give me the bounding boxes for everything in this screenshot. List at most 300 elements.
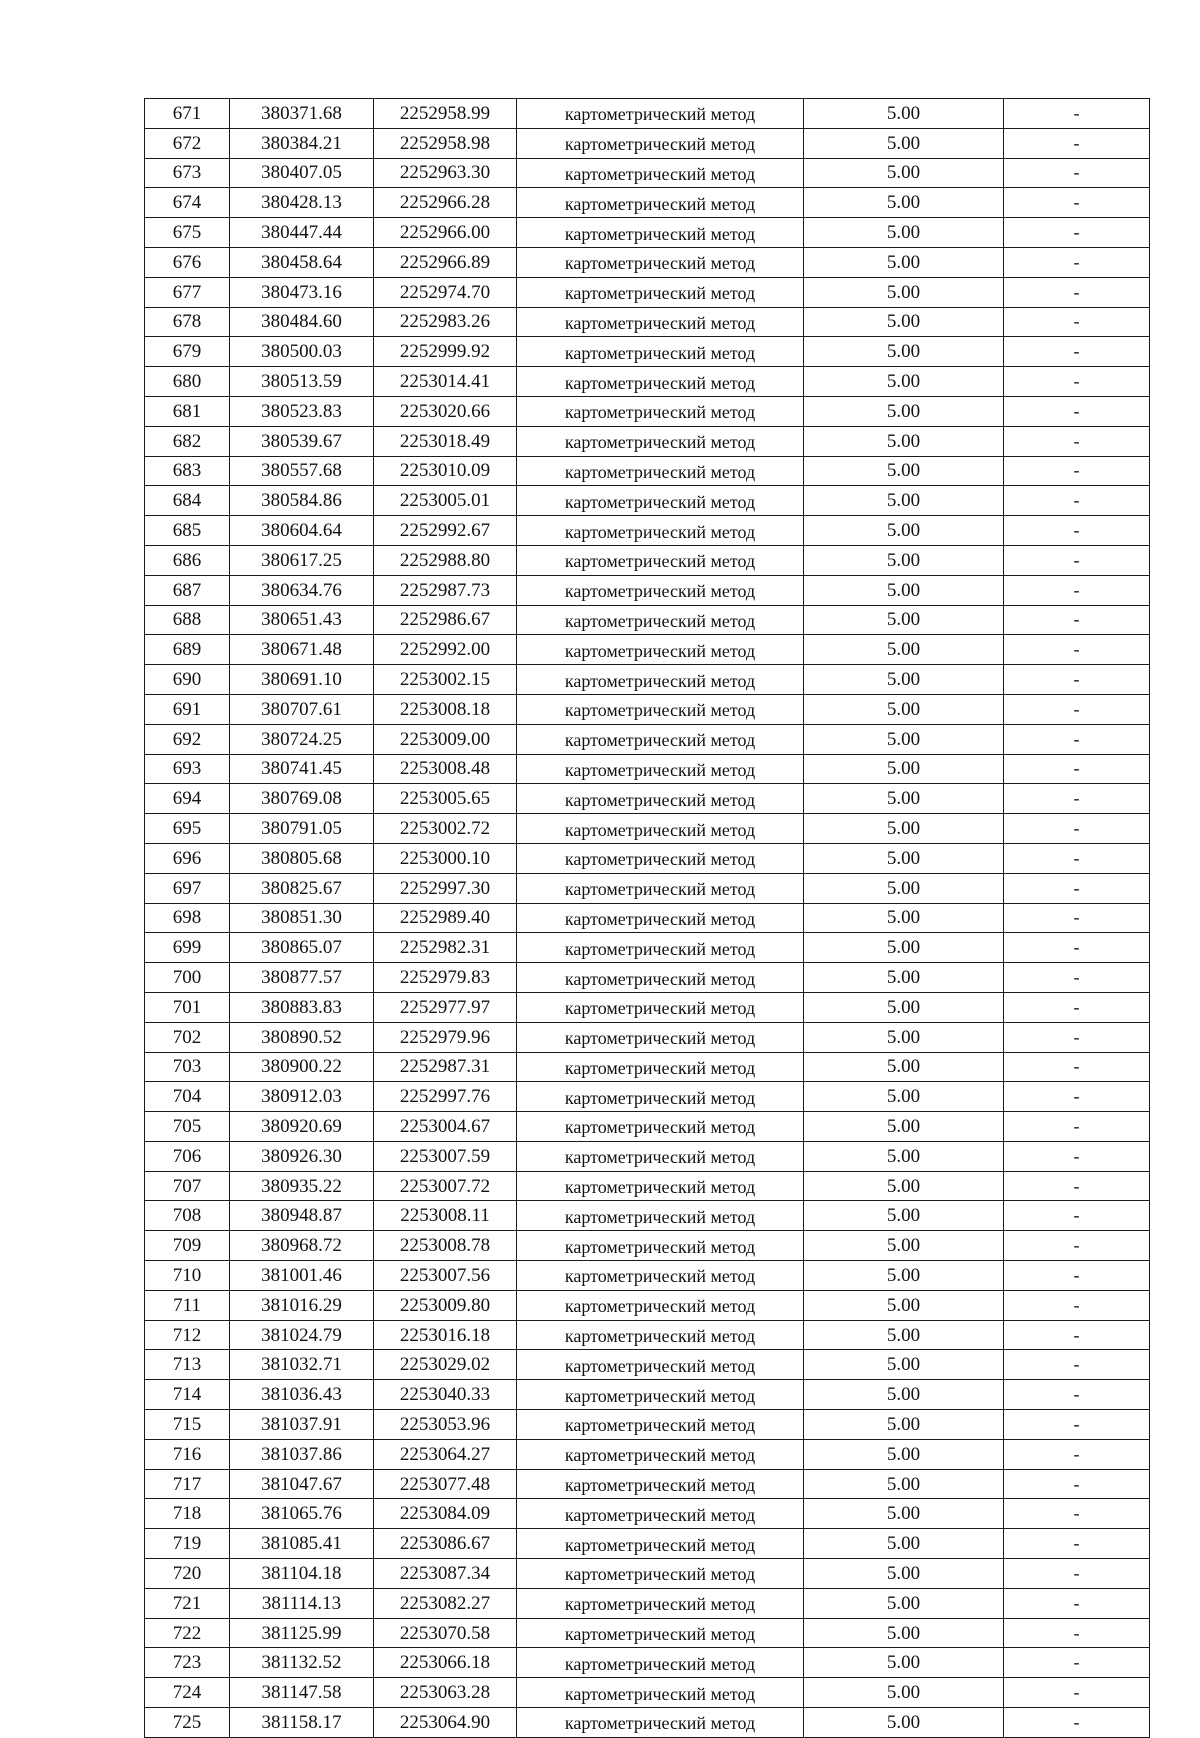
accuracy-cell: 5.00	[804, 1350, 1004, 1380]
y-coordinate-cell: 2253018.49	[374, 426, 517, 456]
x-coordinate-cell: 380500.03	[230, 337, 374, 367]
y-coordinate-cell: 2253016.18	[374, 1320, 517, 1350]
note-cell: -	[1004, 575, 1150, 605]
method-cell: картометрический метод	[517, 128, 804, 158]
table-row	[145, 426, 1150, 456]
point-number-cell: 719	[145, 1529, 230, 1559]
y-coordinate-cell: 2253053.96	[374, 1410, 517, 1440]
table-row	[145, 933, 1150, 963]
x-coordinate-cell: 380851.30	[230, 903, 374, 933]
y-coordinate-cell: 2252997.76	[374, 1082, 517, 1112]
table-row	[145, 1559, 1150, 1589]
accuracy-cell: 5.00	[804, 694, 1004, 724]
note-cell: -	[1004, 1171, 1150, 1201]
note-cell: -	[1004, 784, 1150, 814]
point-number-cell: 703	[145, 1052, 230, 1082]
accuracy-cell: 5.00	[804, 545, 1004, 575]
table-row	[145, 873, 1150, 903]
y-coordinate-cell: 2252983.26	[374, 307, 517, 337]
note-cell: -	[1004, 1201, 1150, 1231]
y-coordinate-cell: 2253007.59	[374, 1141, 517, 1171]
x-coordinate-cell: 380724.25	[230, 724, 374, 754]
x-coordinate-cell: 380539.67	[230, 426, 374, 456]
point-number-cell: 696	[145, 843, 230, 873]
method-cell: картометрический метод	[517, 1171, 804, 1201]
coordinates-table-body	[145, 99, 1150, 1738]
y-coordinate-cell: 2252958.98	[374, 128, 517, 158]
note-cell: -	[1004, 396, 1150, 426]
accuracy-cell: 5.00	[804, 1112, 1004, 1142]
method-cell: картометрический метод	[517, 575, 804, 605]
table-row	[145, 1171, 1150, 1201]
y-coordinate-cell: 2253008.78	[374, 1231, 517, 1261]
table-row	[145, 843, 1150, 873]
x-coordinate-cell: 380691.10	[230, 665, 374, 695]
x-coordinate-cell: 380968.72	[230, 1231, 374, 1261]
x-coordinate-cell: 380473.16	[230, 277, 374, 307]
accuracy-cell: 5.00	[804, 218, 1004, 248]
note-cell: -	[1004, 903, 1150, 933]
point-number-cell: 685	[145, 516, 230, 546]
table-row	[145, 307, 1150, 337]
point-number-cell: 692	[145, 724, 230, 754]
method-cell: картометрический метод	[517, 426, 804, 456]
point-number-cell: 713	[145, 1350, 230, 1380]
x-coordinate-cell: 380791.05	[230, 814, 374, 844]
point-number-cell: 686	[145, 545, 230, 575]
accuracy-cell: 5.00	[804, 724, 1004, 754]
x-coordinate-cell: 380926.30	[230, 1141, 374, 1171]
accuracy-cell: 5.00	[804, 1261, 1004, 1291]
y-coordinate-cell: 2253000.10	[374, 843, 517, 873]
point-number-cell: 722	[145, 1618, 230, 1648]
accuracy-cell: 5.00	[804, 158, 1004, 188]
accuracy-cell: 5.00	[804, 1320, 1004, 1350]
table-row	[145, 1380, 1150, 1410]
note-cell: -	[1004, 486, 1150, 516]
point-number-cell: 723	[145, 1648, 230, 1678]
point-number-cell: 717	[145, 1469, 230, 1499]
table-row	[145, 99, 1150, 129]
table-row	[145, 337, 1150, 367]
table-row	[145, 1261, 1150, 1291]
accuracy-cell: 5.00	[804, 426, 1004, 456]
method-cell: картометрический метод	[517, 1499, 804, 1529]
point-number-cell: 707	[145, 1171, 230, 1201]
accuracy-cell: 5.00	[804, 1678, 1004, 1708]
table-row	[145, 158, 1150, 188]
table-row	[145, 1678, 1150, 1708]
table-row	[145, 754, 1150, 784]
method-cell: картометрический метод	[517, 1559, 804, 1589]
method-cell: картометрический метод	[517, 188, 804, 218]
method-cell: картометрический метод	[517, 1529, 804, 1559]
x-coordinate-cell: 380634.76	[230, 575, 374, 605]
table-row	[145, 1469, 1150, 1499]
point-number-cell: 721	[145, 1588, 230, 1618]
x-coordinate-cell: 380865.07	[230, 933, 374, 963]
note-cell: -	[1004, 1380, 1150, 1410]
method-cell: картометрический метод	[517, 903, 804, 933]
point-number-cell: 701	[145, 992, 230, 1022]
table-row	[145, 814, 1150, 844]
method-cell: картометрический метод	[517, 1112, 804, 1142]
note-cell: -	[1004, 1618, 1150, 1648]
point-number-cell: 673	[145, 158, 230, 188]
accuracy-cell: 5.00	[804, 1439, 1004, 1469]
y-coordinate-cell: 2252963.30	[374, 158, 517, 188]
note-cell: -	[1004, 545, 1150, 575]
note-cell: -	[1004, 1022, 1150, 1052]
note-cell: -	[1004, 1588, 1150, 1618]
table-row	[145, 218, 1150, 248]
note-cell: -	[1004, 1261, 1150, 1291]
y-coordinate-cell: 2252986.67	[374, 605, 517, 635]
method-cell: картометрический метод	[517, 1052, 804, 1082]
point-number-cell: 690	[145, 665, 230, 695]
y-coordinate-cell: 2253009.00	[374, 724, 517, 754]
y-coordinate-cell: 2253084.09	[374, 1499, 517, 1529]
note-cell: -	[1004, 1350, 1150, 1380]
x-coordinate-cell: 380935.22	[230, 1171, 374, 1201]
accuracy-cell: 5.00	[804, 1588, 1004, 1618]
method-cell: картометрический метод	[517, 337, 804, 367]
x-coordinate-cell: 381037.91	[230, 1410, 374, 1440]
x-coordinate-cell: 381085.41	[230, 1529, 374, 1559]
y-coordinate-cell: 2253029.02	[374, 1350, 517, 1380]
method-cell: картометрический метод	[517, 1588, 804, 1618]
point-number-cell: 679	[145, 337, 230, 367]
point-number-cell: 684	[145, 486, 230, 516]
y-coordinate-cell: 2252974.70	[374, 277, 517, 307]
method-cell: картометрический метод	[517, 754, 804, 784]
table-row	[145, 1320, 1150, 1350]
note-cell: -	[1004, 337, 1150, 367]
method-cell: картометрический метод	[517, 635, 804, 665]
table-row	[145, 1231, 1150, 1261]
y-coordinate-cell: 2253002.72	[374, 814, 517, 844]
table-row	[145, 1529, 1150, 1559]
note-cell: -	[1004, 1052, 1150, 1082]
y-coordinate-cell: 2253014.41	[374, 367, 517, 397]
accuracy-cell: 5.00	[804, 1618, 1004, 1648]
table-row	[145, 694, 1150, 724]
accuracy-cell: 5.00	[804, 963, 1004, 993]
method-cell: картометрический метод	[517, 724, 804, 754]
note-cell: -	[1004, 754, 1150, 784]
x-coordinate-cell: 380707.61	[230, 694, 374, 724]
method-cell: картометрический метод	[517, 1469, 804, 1499]
accuracy-cell: 5.00	[804, 1529, 1004, 1559]
point-number-cell: 681	[145, 396, 230, 426]
y-coordinate-cell: 2253008.18	[374, 694, 517, 724]
x-coordinate-cell: 380604.64	[230, 516, 374, 546]
y-coordinate-cell: 2253009.80	[374, 1290, 517, 1320]
note-cell: -	[1004, 1708, 1150, 1738]
accuracy-cell: 5.00	[804, 1290, 1004, 1320]
y-coordinate-cell: 2252997.30	[374, 873, 517, 903]
table-row	[145, 724, 1150, 754]
point-number-cell: 677	[145, 277, 230, 307]
note-cell: -	[1004, 99, 1150, 129]
method-cell: картометрический метод	[517, 1141, 804, 1171]
table-row	[145, 635, 1150, 665]
note-cell: -	[1004, 188, 1150, 218]
x-coordinate-cell: 380371.68	[230, 99, 374, 129]
x-coordinate-cell: 380805.68	[230, 843, 374, 873]
x-coordinate-cell: 380447.44	[230, 218, 374, 248]
y-coordinate-cell: 2253008.11	[374, 1201, 517, 1231]
accuracy-cell: 5.00	[804, 1708, 1004, 1738]
method-cell: картометрический метод	[517, 694, 804, 724]
accuracy-cell: 5.00	[804, 754, 1004, 784]
point-number-cell: 700	[145, 963, 230, 993]
note-cell: -	[1004, 963, 1150, 993]
x-coordinate-cell: 381047.67	[230, 1469, 374, 1499]
accuracy-cell: 5.00	[804, 1559, 1004, 1589]
note-cell: -	[1004, 1559, 1150, 1589]
note-cell: -	[1004, 1469, 1150, 1499]
point-number-cell: 674	[145, 188, 230, 218]
accuracy-cell: 5.00	[804, 992, 1004, 1022]
accuracy-cell: 5.00	[804, 1052, 1004, 1082]
x-coordinate-cell: 380769.08	[230, 784, 374, 814]
table-row	[145, 784, 1150, 814]
point-number-cell: 697	[145, 873, 230, 903]
accuracy-cell: 5.00	[804, 843, 1004, 873]
accuracy-cell: 5.00	[804, 665, 1004, 695]
table-row	[145, 1022, 1150, 1052]
y-coordinate-cell: 2253005.01	[374, 486, 517, 516]
x-coordinate-cell: 381037.86	[230, 1439, 374, 1469]
x-coordinate-cell: 380671.48	[230, 635, 374, 665]
note-cell: -	[1004, 1141, 1150, 1171]
point-number-cell: 725	[145, 1708, 230, 1738]
accuracy-cell: 5.00	[804, 575, 1004, 605]
point-number-cell: 695	[145, 814, 230, 844]
point-number-cell: 720	[145, 1559, 230, 1589]
note-cell: -	[1004, 1320, 1150, 1350]
note-cell: -	[1004, 1290, 1150, 1320]
table-row	[145, 963, 1150, 993]
table-row	[145, 247, 1150, 277]
accuracy-cell: 5.00	[804, 903, 1004, 933]
x-coordinate-cell: 380523.83	[230, 396, 374, 426]
y-coordinate-cell: 2253064.90	[374, 1708, 517, 1738]
table-row	[145, 1588, 1150, 1618]
method-cell: картометрический метод	[517, 843, 804, 873]
x-coordinate-cell: 380407.05	[230, 158, 374, 188]
method-cell: картометрический метод	[517, 99, 804, 129]
table-row	[145, 1648, 1150, 1678]
y-coordinate-cell: 2253070.58	[374, 1618, 517, 1648]
y-coordinate-cell: 2252987.73	[374, 575, 517, 605]
note-cell: -	[1004, 1410, 1150, 1440]
x-coordinate-cell: 381065.76	[230, 1499, 374, 1529]
x-coordinate-cell: 380741.45	[230, 754, 374, 784]
x-coordinate-cell: 380513.59	[230, 367, 374, 397]
x-coordinate-cell: 380948.87	[230, 1201, 374, 1231]
x-coordinate-cell: 380890.52	[230, 1022, 374, 1052]
note-cell: -	[1004, 1499, 1150, 1529]
y-coordinate-cell: 2253007.56	[374, 1261, 517, 1291]
x-coordinate-cell: 380912.03	[230, 1082, 374, 1112]
accuracy-cell: 5.00	[804, 307, 1004, 337]
table-row	[145, 1201, 1150, 1231]
table-row	[145, 396, 1150, 426]
method-cell: картометрический метод	[517, 1708, 804, 1738]
accuracy-cell: 5.00	[804, 456, 1004, 486]
method-cell: картометрический метод	[517, 218, 804, 248]
y-coordinate-cell: 2252999.92	[374, 337, 517, 367]
y-coordinate-cell: 2252987.31	[374, 1052, 517, 1082]
table-row	[145, 516, 1150, 546]
note-cell: -	[1004, 843, 1150, 873]
y-coordinate-cell: 2253077.48	[374, 1469, 517, 1499]
table-row	[145, 605, 1150, 635]
y-coordinate-cell: 2253063.28	[374, 1678, 517, 1708]
point-number-cell: 724	[145, 1678, 230, 1708]
accuracy-cell: 5.00	[804, 1201, 1004, 1231]
y-coordinate-cell: 2252992.00	[374, 635, 517, 665]
accuracy-cell: 5.00	[804, 516, 1004, 546]
method-cell: картометрический метод	[517, 1678, 804, 1708]
point-number-cell: 693	[145, 754, 230, 784]
y-coordinate-cell: 2252966.00	[374, 218, 517, 248]
table-row	[145, 575, 1150, 605]
point-number-cell: 687	[145, 575, 230, 605]
x-coordinate-cell: 381036.43	[230, 1380, 374, 1410]
method-cell: картометрический метод	[517, 1261, 804, 1291]
method-cell: картометрический метод	[517, 516, 804, 546]
x-coordinate-cell: 380883.83	[230, 992, 374, 1022]
accuracy-cell: 5.00	[804, 1380, 1004, 1410]
method-cell: картометрический метод	[517, 1410, 804, 1440]
method-cell: картометрический метод	[517, 1082, 804, 1112]
point-number-cell: 671	[145, 99, 230, 129]
method-cell: картометрический метод	[517, 1439, 804, 1469]
y-coordinate-cell: 2252988.80	[374, 545, 517, 575]
point-number-cell: 709	[145, 1231, 230, 1261]
table-row	[145, 545, 1150, 575]
method-cell: картометрический метод	[517, 545, 804, 575]
y-coordinate-cell: 2253066.18	[374, 1648, 517, 1678]
method-cell: картометрический метод	[517, 873, 804, 903]
accuracy-cell: 5.00	[804, 873, 1004, 903]
point-number-cell: 705	[145, 1112, 230, 1142]
accuracy-cell: 5.00	[804, 814, 1004, 844]
accuracy-cell: 5.00	[804, 1171, 1004, 1201]
x-coordinate-cell: 380920.69	[230, 1112, 374, 1142]
point-number-cell: 712	[145, 1320, 230, 1350]
note-cell: -	[1004, 307, 1150, 337]
accuracy-cell: 5.00	[804, 367, 1004, 397]
method-cell: картометрический метод	[517, 814, 804, 844]
accuracy-cell: 5.00	[804, 1231, 1004, 1261]
note-cell: -	[1004, 665, 1150, 695]
x-coordinate-cell: 381125.99	[230, 1618, 374, 1648]
x-coordinate-cell: 380484.60	[230, 307, 374, 337]
x-coordinate-cell: 380617.25	[230, 545, 374, 575]
point-number-cell: 708	[145, 1201, 230, 1231]
method-cell: картометрический метод	[517, 1350, 804, 1380]
note-cell: -	[1004, 367, 1150, 397]
y-coordinate-cell: 2253010.09	[374, 456, 517, 486]
table-row	[145, 1141, 1150, 1171]
accuracy-cell: 5.00	[804, 933, 1004, 963]
point-number-cell: 676	[145, 247, 230, 277]
accuracy-cell: 5.00	[804, 277, 1004, 307]
note-cell: -	[1004, 933, 1150, 963]
x-coordinate-cell: 381104.18	[230, 1559, 374, 1589]
point-number-cell: 702	[145, 1022, 230, 1052]
table-row	[145, 277, 1150, 307]
y-coordinate-cell: 2253086.67	[374, 1529, 517, 1559]
note-cell: -	[1004, 694, 1150, 724]
coordinates-table	[144, 98, 1150, 1738]
accuracy-cell: 5.00	[804, 1141, 1004, 1171]
table-row	[145, 188, 1150, 218]
note-cell: -	[1004, 992, 1150, 1022]
y-coordinate-cell: 2252977.97	[374, 992, 517, 1022]
note-cell: -	[1004, 277, 1150, 307]
table-row	[145, 456, 1150, 486]
method-cell: картометрический метод	[517, 605, 804, 635]
note-cell: -	[1004, 247, 1150, 277]
y-coordinate-cell: 2253008.48	[374, 754, 517, 784]
point-number-cell: 678	[145, 307, 230, 337]
note-cell: -	[1004, 128, 1150, 158]
method-cell: картометрический метод	[517, 1290, 804, 1320]
accuracy-cell: 5.00	[804, 1499, 1004, 1529]
method-cell: картометрический метод	[517, 1022, 804, 1052]
x-coordinate-cell: 380584.86	[230, 486, 374, 516]
table-row	[145, 128, 1150, 158]
point-number-cell: 699	[145, 933, 230, 963]
table-row	[145, 1708, 1150, 1738]
y-coordinate-cell: 2253020.66	[374, 396, 517, 426]
y-coordinate-cell: 2253087.34	[374, 1559, 517, 1589]
accuracy-cell: 5.00	[804, 1469, 1004, 1499]
note-cell: -	[1004, 635, 1150, 665]
accuracy-cell: 5.00	[804, 188, 1004, 218]
x-coordinate-cell: 380825.67	[230, 873, 374, 903]
point-number-cell: 675	[145, 218, 230, 248]
y-coordinate-cell: 2253005.65	[374, 784, 517, 814]
point-number-cell: 691	[145, 694, 230, 724]
method-cell: картометрический метод	[517, 277, 804, 307]
accuracy-cell: 5.00	[804, 396, 1004, 426]
table-row	[145, 1052, 1150, 1082]
accuracy-cell: 5.00	[804, 1648, 1004, 1678]
method-cell: картометрический метод	[517, 1231, 804, 1261]
point-number-cell: 688	[145, 605, 230, 635]
note-cell: -	[1004, 724, 1150, 754]
note-cell: -	[1004, 218, 1150, 248]
point-number-cell: 711	[145, 1290, 230, 1320]
method-cell: картометрический метод	[517, 367, 804, 397]
note-cell: -	[1004, 1231, 1150, 1261]
table-row	[145, 665, 1150, 695]
accuracy-cell: 5.00	[804, 128, 1004, 158]
method-cell: картометрический метод	[517, 992, 804, 1022]
note-cell: -	[1004, 1678, 1150, 1708]
method-cell: картометрический метод	[517, 1618, 804, 1648]
point-number-cell: 718	[145, 1499, 230, 1529]
point-number-cell: 689	[145, 635, 230, 665]
accuracy-cell: 5.00	[804, 99, 1004, 129]
method-cell: картометрический метод	[517, 396, 804, 426]
